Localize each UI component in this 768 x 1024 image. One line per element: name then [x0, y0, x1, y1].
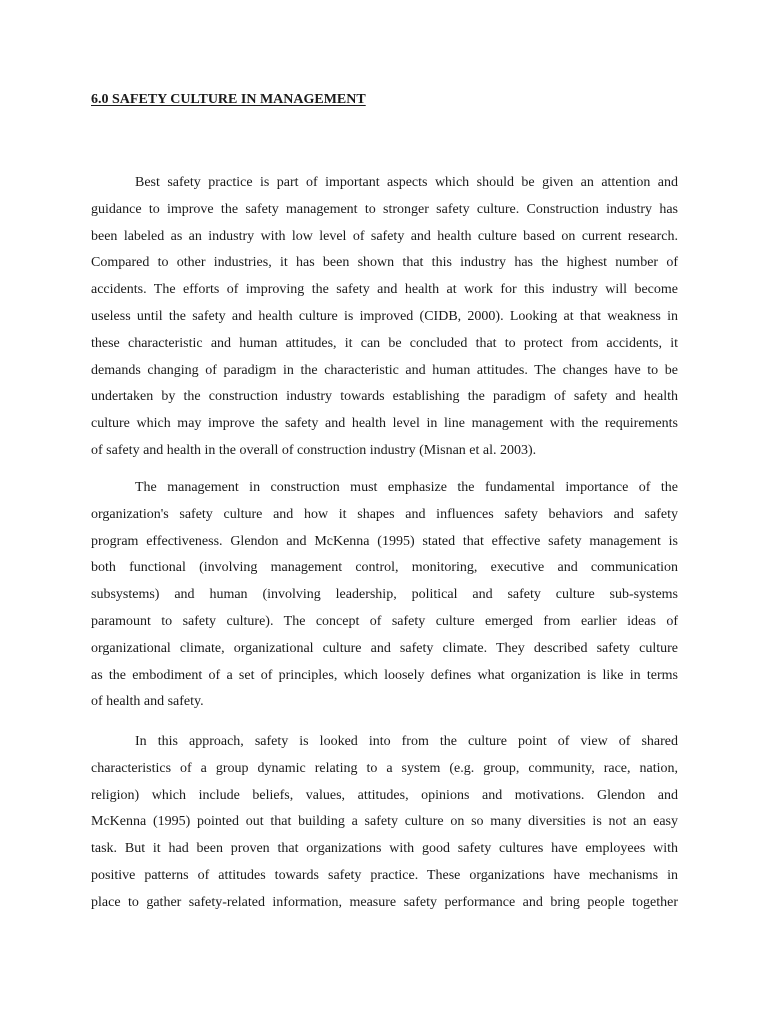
paragraph-line: The management in construction must emphasize the fundamental importance of the [135, 480, 678, 495]
paragraph-line: of health and safety. [91, 694, 204, 710]
paragraph-line: Compared to other industries, it has been shown that this industry has the highest number of [91, 255, 678, 271]
paragraph-line: place to gather safety-related information, measure safety performance and bring people together [91, 894, 678, 910]
paragraph-line: these characteristic and human attitudes, it can be concluded that to protect from accidents, it [91, 335, 678, 351]
paragraph-2 [91, 475, 678, 716]
paragraph-line: subsystems) and human (involving leadership, political and safety culture sub-systems [91, 587, 678, 603]
paragraph-line: organizational climate, organizational culture and safety climate. They described safety culture [91, 640, 678, 656]
paragraph-1 [91, 170, 678, 465]
paragraph-line: guidance to improve the safety management to stronger safety culture. Construction industry has [91, 201, 678, 217]
paragraph-line: accidents. The efforts of improving the safety and health at work for this industry will become [91, 282, 678, 298]
paragraph-line: positive patterns of attitudes towards safety practice. These organizations have mechanisms in [91, 867, 678, 883]
paragraph-line: religion) which include beliefs, values, attitudes, opinions and motivations. Glendon and [91, 787, 678, 803]
paragraph-line: both functional (involving management control, monitoring, executive and communication [91, 560, 678, 576]
paragraph-line: organization's safety culture and how it shapes and influences safety behaviors and safety [91, 506, 678, 522]
paragraph-line: Best safety practice is part of important aspects which should be given an attention and [135, 175, 678, 190]
section-heading: 6.0 SAFETY CULTURE IN MANAGEMENT [91, 92, 366, 107]
paragraph-line: useless until the safety and health culture is improved (CIDB, 2000). Looking at that weakness in [91, 308, 678, 324]
paragraph-line: as the embodiment of a set of principles, which loosely defines what organization is like in terms [91, 667, 678, 683]
paragraph-line: demands changing of paradigm in the characteristic and human attitudes. The changes have to be [91, 362, 678, 378]
paragraph-line: paramount to safety culture). The concept of safety culture emerged from earlier ideas of [91, 613, 678, 629]
paragraph-line: culture which may improve the safety and health level in line management with the requirements [91, 416, 678, 432]
paragraph-line: task. But it had been proven that organizations with good safety cultures have employees with [91, 841, 678, 857]
paragraph-line: McKenna (1995) pointed out that building a safety culture on so many diversities is not an easy [91, 814, 678, 830]
paragraph-line: been labeled as an industry with low level of safety and health culture based on current research. [91, 228, 678, 244]
paragraph-3 [91, 729, 678, 917]
paragraph-line: program effectiveness. Glendon and McKenna (1995) stated that effective safety management is [91, 533, 678, 549]
paragraph-line: In this approach, safety is looked into from the culture point of view of shared [135, 734, 678, 749]
paragraph-line: undertaken by the construction industry towards establishing the paradigm of safety and health [91, 389, 678, 405]
paragraph-line: of safety and health in the overall of construction industry (Misnan et al. 2003). [91, 442, 537, 458]
paragraph-line: characteristics of a group dynamic relating to a system (e.g. group, community, race, nation, [91, 760, 678, 776]
